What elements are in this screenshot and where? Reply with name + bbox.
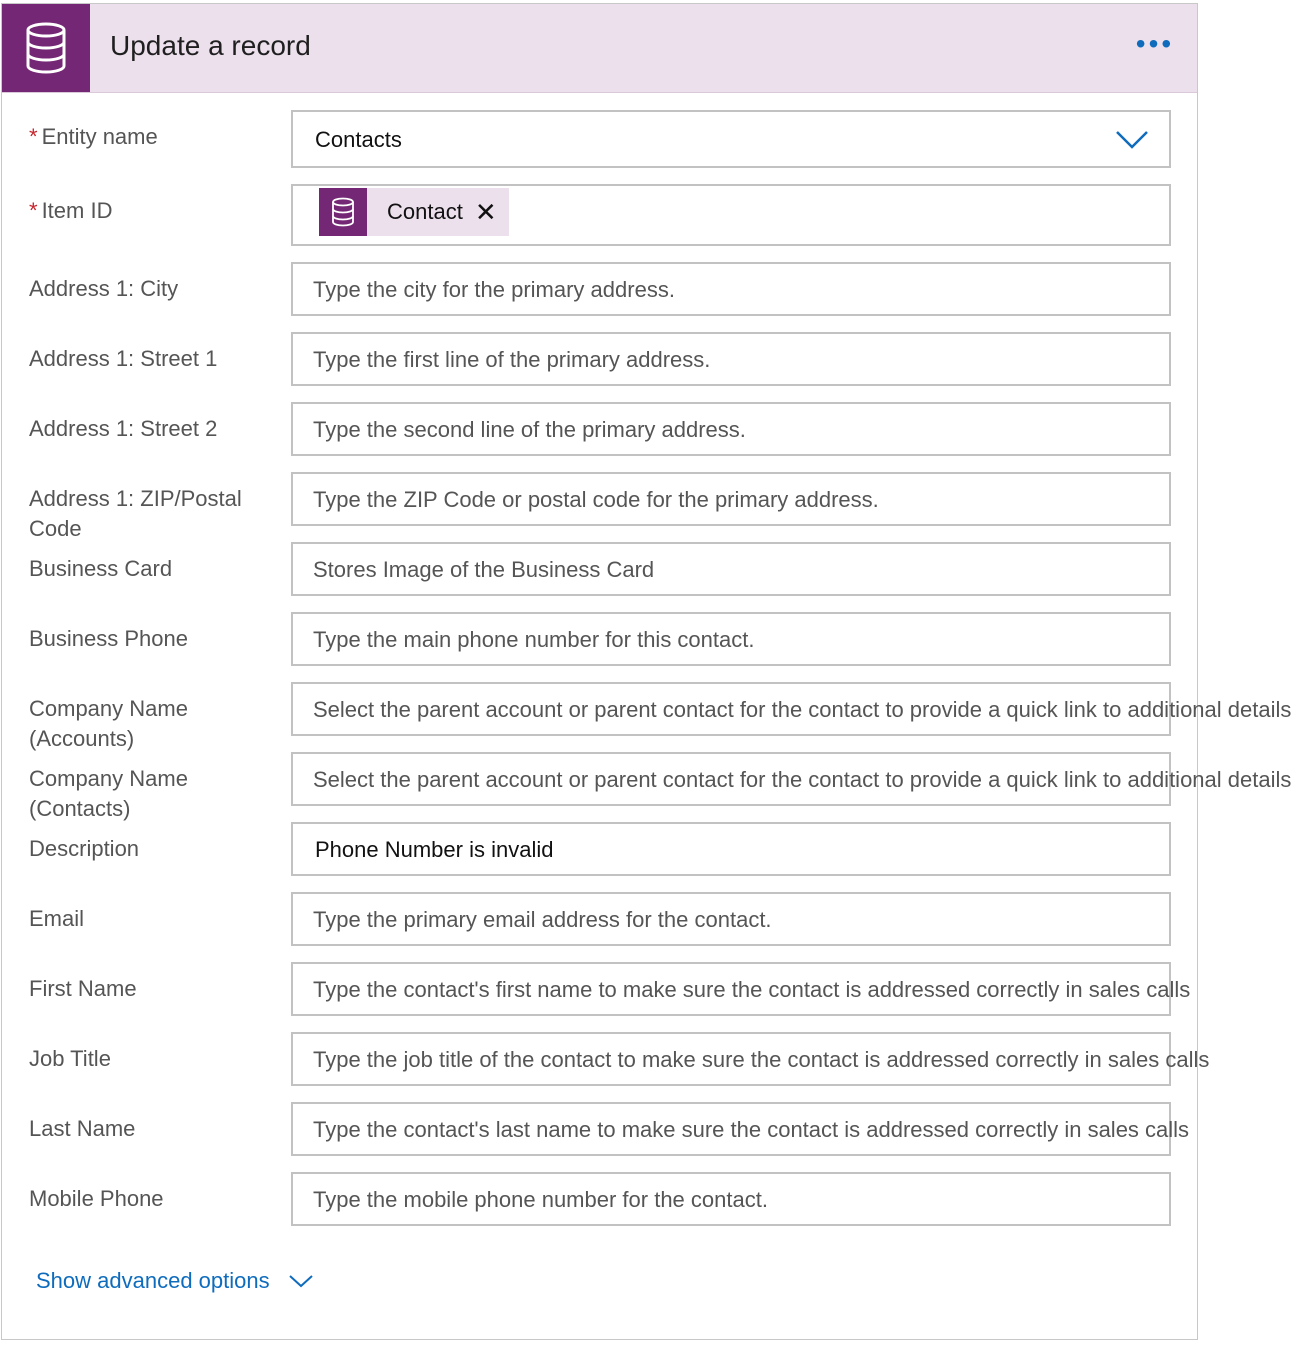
company-accounts-label: Company Name (Accounts) <box>29 696 188 751</box>
street2-input[interactable] <box>291 402 1171 456</box>
mobile-phone-input[interactable] <box>291 1172 1171 1226</box>
company-accounts-input[interactable] <box>291 682 1291 736</box>
zip-label: Address 1: ZIP/Postal Code <box>29 486 242 541</box>
first-name-placeholder: Type the contact's first name to make sure the contact is addressed correctly in sales calls <box>313 977 1191 1002</box>
job-title-placeholder: Type the job title of the contact to make sure the contact is addressed correctly in sales calls <box>313 1047 1210 1072</box>
street1-placeholder: Type the first line of the primary address. <box>313 347 711 372</box>
mobile-phone-label: Mobile Phone <box>29 1186 164 1211</box>
first-name-input[interactable] <box>291 962 1191 1016</box>
entity-name-dropdown[interactable] <box>291 110 1171 168</box>
database-icon <box>2 4 90 92</box>
company-accounts-placeholder: Select the parent account or parent contact for the contact to provide a quick link to additional details <box>313 697 1291 722</box>
last-name-placeholder: Type the contact's last name to make sure the contact is addressed correctly in sales calls <box>313 1117 1190 1142</box>
show-advanced-options-link[interactable] <box>36 1268 314 1294</box>
business-card-placeholder: Stores Image of the Business Card <box>313 557 655 582</box>
last-name-label: Last Name <box>29 1116 136 1141</box>
card-title: Update a record <box>110 30 311 61</box>
update-record-card <box>1 3 1291 1340</box>
mobile-phone-placeholder: Type the mobile phone number for the contact. <box>313 1187 768 1212</box>
token-label: Contact <box>387 199 463 224</box>
job-title-label: Job Title <box>29 1046 111 1071</box>
company-contacts-label: Company Name (Contacts) <box>29 766 188 821</box>
street2-placeholder: Type the second line of the primary address. <box>313 417 746 442</box>
zip-placeholder: Type the ZIP Code or postal code for the primary address. <box>313 487 879 512</box>
business-phone-placeholder: Type the main phone number for this contact. <box>313 627 755 652</box>
company-contacts-input[interactable] <box>291 752 1291 806</box>
first-name-label: First Name <box>29 976 137 1001</box>
description-input[interactable] <box>291 822 1171 876</box>
email-label: Email <box>29 906 85 931</box>
job-title-input[interactable] <box>291 1032 1210 1086</box>
description-value: Phone Number is invalid <box>315 837 554 862</box>
city-placeholder: Type the city for the primary address. <box>313 277 675 302</box>
city-label: Address 1: City <box>29 276 179 301</box>
entity-name-label: * Entity name <box>29 124 158 149</box>
business-card-label: Business Card <box>29 556 173 581</box>
street2-label: Address 1: Street 2 <box>29 416 218 441</box>
last-name-input[interactable] <box>291 1102 1190 1156</box>
more-options-button[interactable]: ••• <box>1135 28 1175 59</box>
city-input[interactable] <box>291 262 1171 316</box>
business-phone-label: Business Phone <box>29 626 188 651</box>
required-marker: * <box>29 198 38 223</box>
email-input[interactable] <box>291 892 1171 946</box>
close-icon[interactable]: ✕ <box>474 197 497 227</box>
item-id-field[interactable] <box>291 184 1171 246</box>
street1-input[interactable] <box>291 332 1171 386</box>
item-id-label: * Item ID <box>29 198 113 223</box>
required-marker: * <box>29 124 38 149</box>
entity-name-value: Contacts <box>315 127 402 152</box>
chevron-down-icon <box>288 1273 314 1289</box>
zip-input[interactable] <box>291 472 1171 526</box>
business-phone-input[interactable] <box>291 612 1171 666</box>
business-card-input[interactable] <box>291 542 1171 596</box>
contact-token[interactable] <box>319 188 509 236</box>
database-icon <box>319 188 367 236</box>
description-label: Description <box>29 836 140 861</box>
street1-label: Address 1: Street 1 <box>29 346 218 371</box>
advanced-options-label: Show advanced options <box>36 1268 270 1293</box>
company-contacts-placeholder: Select the parent account or parent contact for the contact to provide a quick link to additional details <box>313 767 1291 792</box>
card-header[interactable] <box>2 4 1197 93</box>
chevron-down-icon <box>1115 128 1149 152</box>
email-placeholder: Type the primary email address for the contact. <box>313 907 772 932</box>
